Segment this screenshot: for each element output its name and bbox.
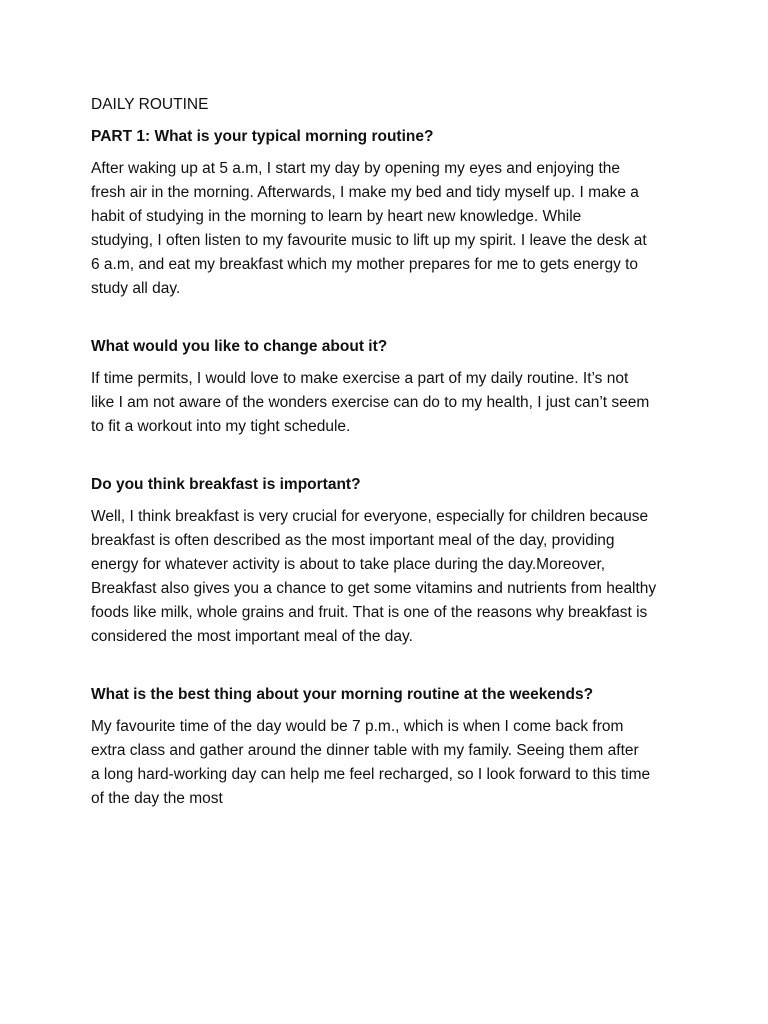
- answer-line: considered the most important meal of the day.: [91, 628, 413, 645]
- answer-line: studying, I often listen to my favourite music to lift up my spirit. I leave the desk at: [91, 232, 647, 249]
- section-2-question: What would you like to change about it?: [91, 338, 388, 355]
- section-1-answer: [91, 157, 691, 301]
- document-body: [91, 93, 691, 811]
- section-spacer: [91, 301, 691, 335]
- section-1: [91, 125, 691, 301]
- answer-line: fresh air in the morning. Afterwards, I make my bed and tidy myself up. I make a: [91, 184, 639, 201]
- section-2: [91, 335, 691, 439]
- section-4: [91, 683, 691, 811]
- section-3: [91, 473, 691, 649]
- answer-line: to fit a workout into my tight schedule.: [91, 418, 351, 435]
- answer-line: Well, I think breakfast is very crucial for everyone, especially for children because: [91, 508, 649, 525]
- answer-line: My favourite time of the day would be 7 p.m., which is when I come back from: [91, 718, 624, 735]
- answer-line: energy for whatever activity is about to take place during the day.Moreover,: [91, 556, 606, 573]
- section-spacer: [91, 439, 691, 473]
- answer-line: foods like milk, whole grains and fruit. That is one of the reasons why breakfast is: [91, 604, 648, 621]
- answer-line: Breakfast also gives you a chance to get some vitamins and nutrients from healthy: [91, 580, 657, 597]
- section-2-answer: [91, 367, 691, 439]
- answer-line: like I am not aware of the wonders exercise can do to my health, I just can’t seem: [91, 394, 650, 411]
- answer-line: study all day.: [91, 280, 181, 297]
- answer-line: breakfast is often described as the most important meal of the day, providing: [91, 532, 615, 549]
- answer-line: 6 a.m, and eat my breakfast which my mother prepares for me to gets energy to: [91, 256, 639, 273]
- answer-line: habit of studying in the morning to learn by heart new knowledge. While: [91, 208, 582, 225]
- answer-line: After waking up at 5 a.m, I start my day by opening my eyes and enjoying the: [91, 160, 621, 177]
- section-spacer: [91, 649, 691, 683]
- section-3-question: Do you think breakfast is important?: [91, 476, 361, 493]
- answer-line: of the day the most: [91, 790, 223, 807]
- answer-line: If time permits, I would love to make exercise a part of my daily routine. It’s not: [91, 370, 629, 387]
- section-1-question: PART 1: What is your typical morning routine?: [91, 128, 434, 145]
- answer-line: a long hard-working day can help me feel recharged, so I look forward to this time: [91, 766, 651, 783]
- section-4-answer: [91, 715, 691, 811]
- section-3-answer: [91, 505, 691, 649]
- document-title: DAILY ROUTINE: [91, 96, 209, 113]
- answer-line: extra class and gather around the dinner table with my family. Seeing them after: [91, 742, 639, 759]
- section-4-question: What is the best thing about your morning routine at the weekends?: [91, 686, 594, 703]
